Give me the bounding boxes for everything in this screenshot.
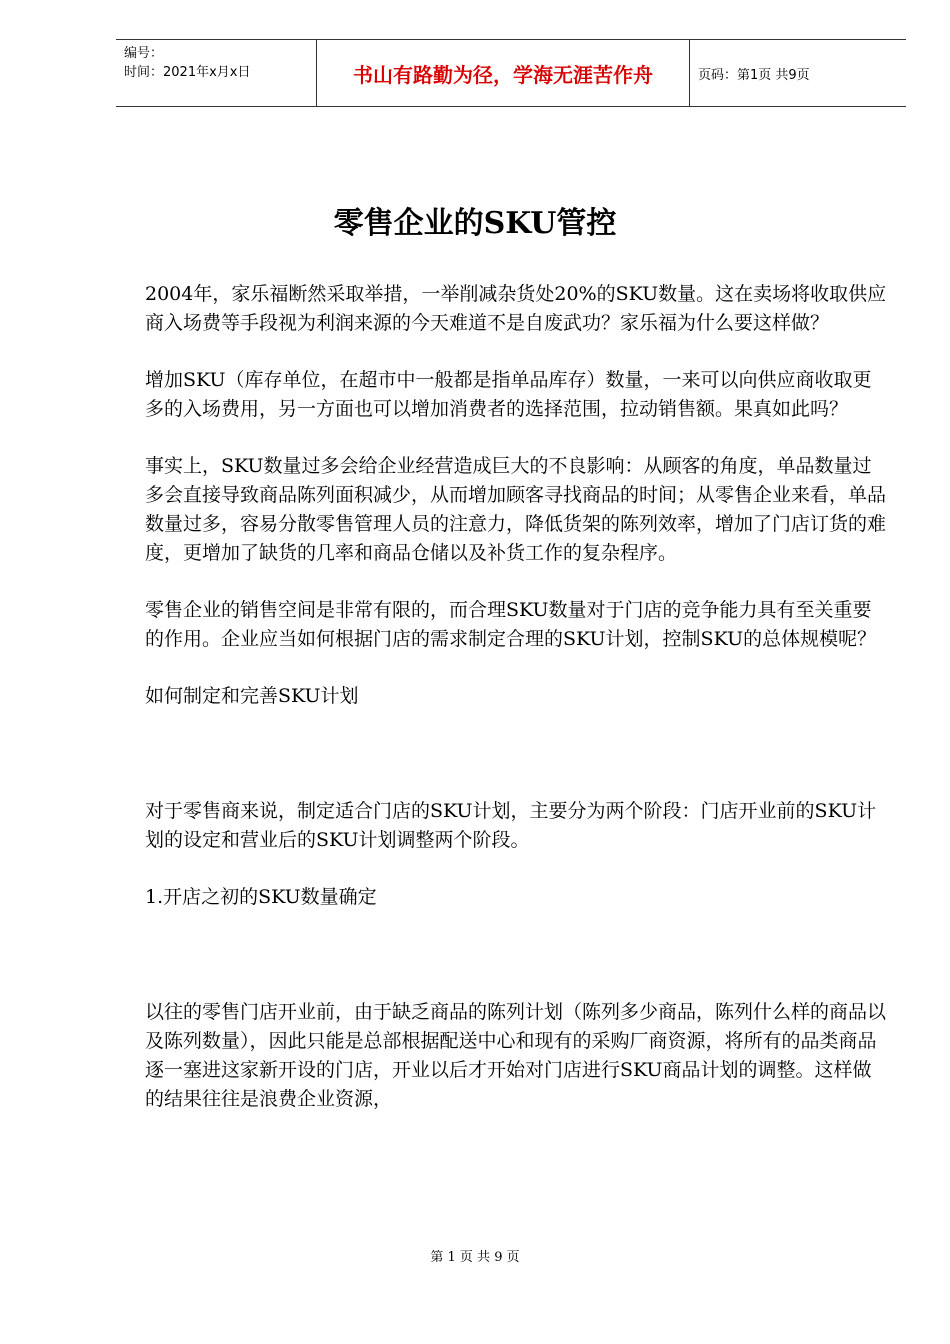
header-meta [116, 40, 316, 106]
number-label: 编号： [124, 46, 164, 61]
header-motto: 书山有路勤为径，学海无涯苦作舟 [316, 40, 690, 106]
document-title: 零售企业的SKU管控 [333, 206, 617, 241]
paragraph: 零售企业的销售空间是非常有限的，而合理SKU数量对于门店的竞争能力具有至关重要的作用。企业应当如何根据门店的需求制定合理的SKU计划，控制SKU的总体规模呢？ [145, 599, 877, 650]
document-body [145, 280, 890, 1114]
header-page-info: 页码：第1页 共9页 [698, 67, 810, 83]
paragraph: 事实上，SKU数量过多会给企业经营造成巨大的不良影响：从顾客的角度，单品数量过多会直接导致商品陈列面积减少，从而增加顾客寻找商品的时间；从零售企业来看，单品数量过多，容易分散零售管理人员的注意力，降低货架的陈列效率，增加了门店订货的难度，更增加了缺货的几率和商品仓储以及补货工作的复杂程序。 [145, 455, 887, 564]
section-heading: 如何制定和完善SKU计划 [145, 685, 359, 707]
paragraph: 2004年，家乐福断然采取举措，一举削减杂货处20%的SKU数量。这在卖场将收取供应商入场费等手段视为利润来源的今天难道不是自废武功？家乐福为什么要这样做？ [145, 283, 887, 334]
time-label: 时间：2021年x月x日 [124, 65, 251, 80]
page-footer: 第 1 页 共 9 页 [430, 1250, 520, 1265]
subsection-heading: 1.开店之初的SKU数量确定 [145, 886, 377, 908]
page-header [116, 39, 906, 107]
paragraph: 以往的零售门店开业前，由于缺乏商品的陈列计划（陈列多少商品，陈列什么样的商品以及陈列数量），因此只能是总部根据配送中心和现有的采购厂商资源，将所有的品类商品逐一塞进这家新开设的门店，开业以后才开始对门店进行SKU商品计划的调整。这样做的结果往往是浪费企业资源， [145, 1001, 887, 1110]
paragraph: 对于零售商来说，制定适合门店的SKU计划，主要分为两个阶段：门店开业前的SKU计划的设定和营业后的SKU计划调整两个阶段。 [145, 800, 877, 851]
paragraph: 增加SKU（库存单位，在超市中一般都是指单品库存）数量，一来可以向供应商收取更多的入场费用，另一方面也可以增加消费者的选择范围，拉动销售额。果真如此吗？ [145, 369, 872, 420]
